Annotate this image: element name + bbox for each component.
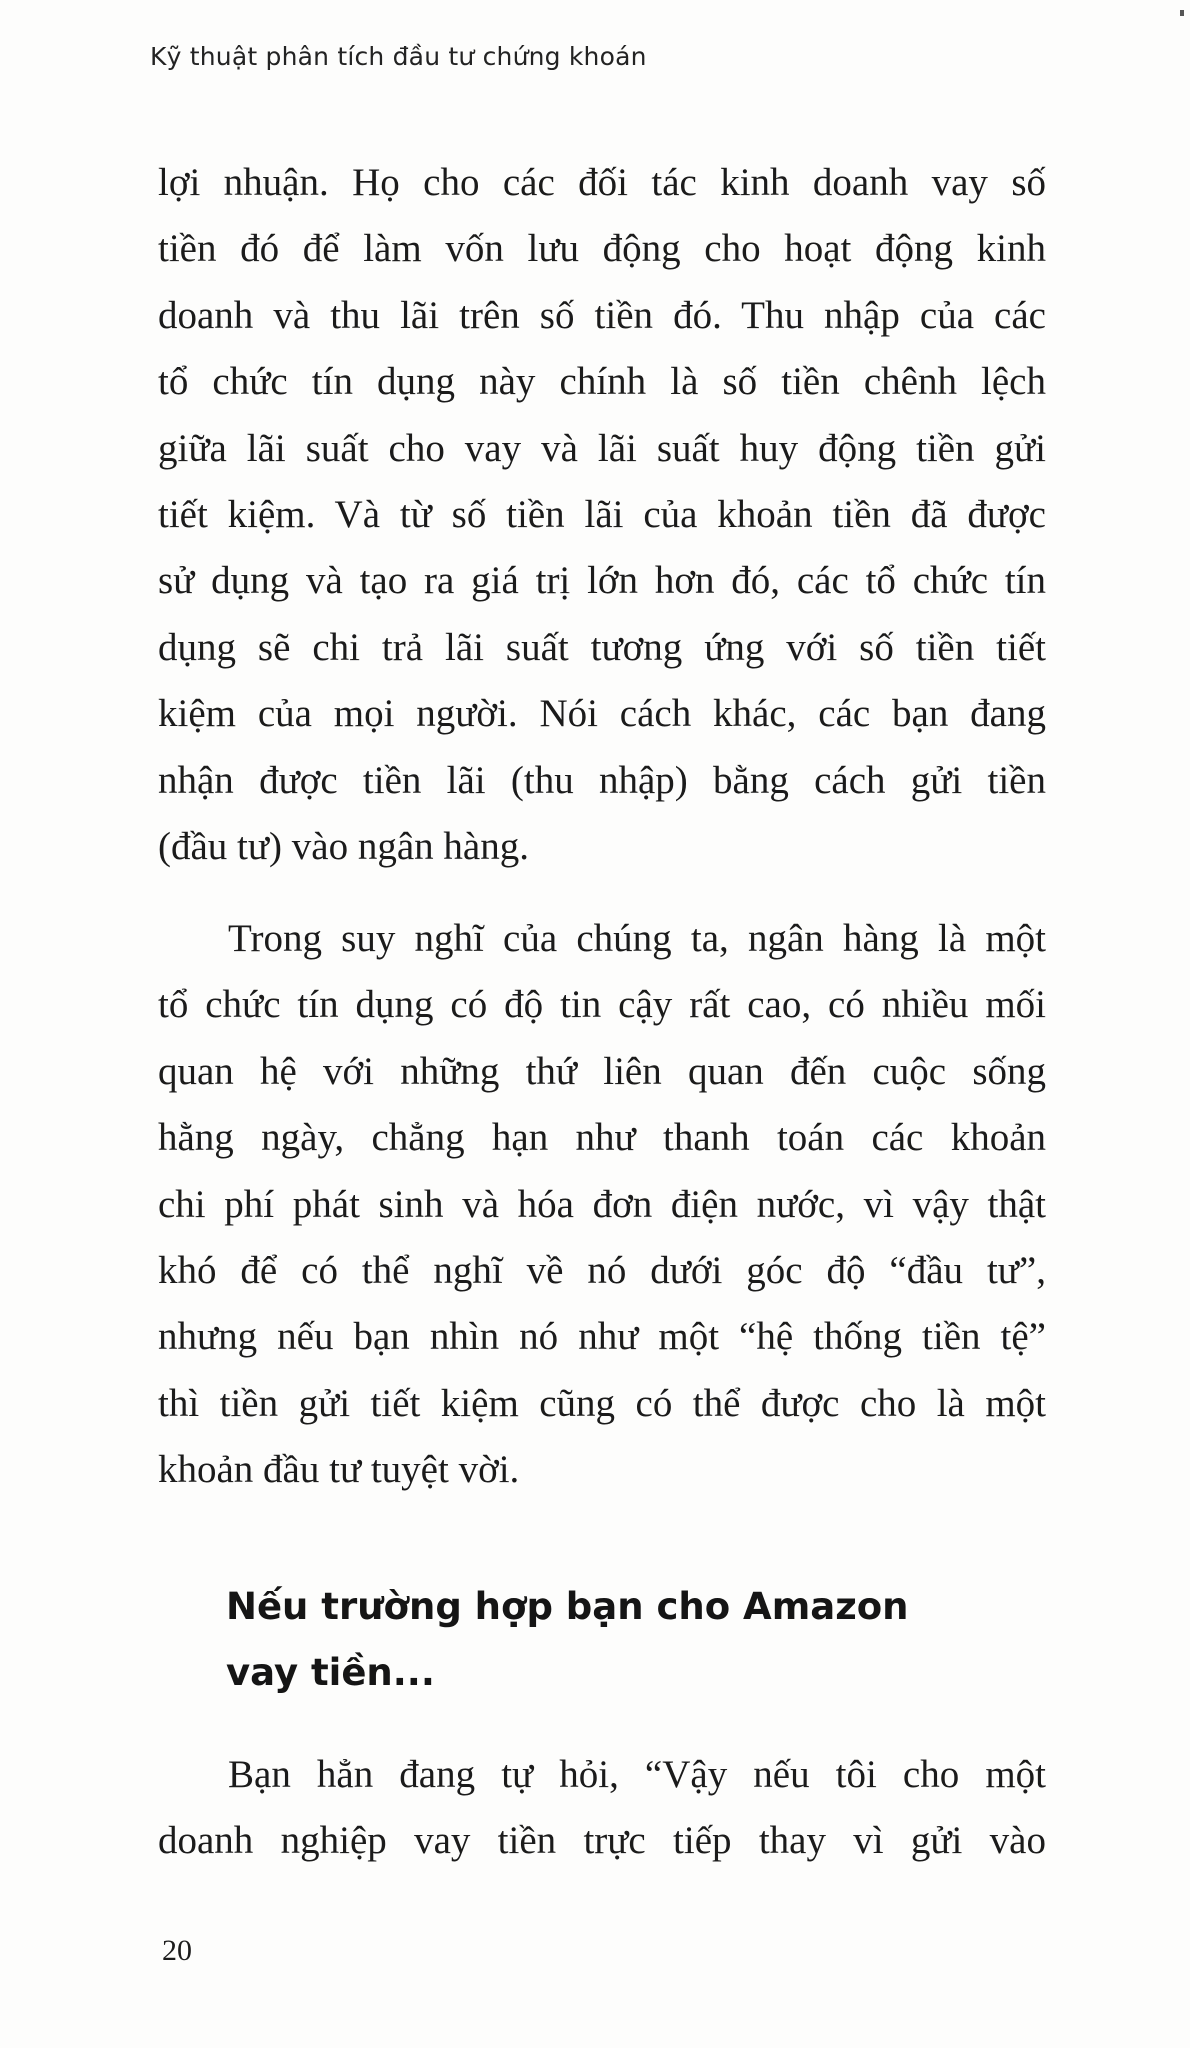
paragraph-2 bbox=[158, 906, 1046, 1504]
text-line: (đầu tư) vào ngân hàng. bbox=[158, 824, 529, 868]
paragraph-3 bbox=[158, 1742, 1046, 1875]
text-line: tiền đó để làm vốn lưu động cho hoạt động kinh bbox=[158, 227, 1046, 271]
text-line: hằng ngày, chẳng hạn như thanh toán các khoản bbox=[158, 1116, 1046, 1160]
text-line: sử dụng và tạo ra giá trị lớn hơn đó, các tổ chức tín bbox=[158, 559, 1046, 603]
text-line: quan hệ với những thứ liên quan đến cuộc sống bbox=[158, 1049, 1046, 1093]
scan-mark bbox=[1180, 10, 1184, 16]
text-line: lợi nhuận. Họ cho các đối tác kinh doanh vay số bbox=[158, 161, 1046, 204]
text-line: Bạn hẳn đang tự hỏi, “Vậy nếu tôi cho một bbox=[228, 1753, 1046, 1796]
text-line: Trong suy nghĩ của chúng ta, ngân hàng là một bbox=[228, 917, 1046, 960]
text-line: nhưng nếu bạn nhìn nó như một “hệ thống tiền tệ” bbox=[158, 1315, 1046, 1359]
text-line: tổ chức tín dụng này chính là số tiền chênh lệch bbox=[158, 360, 1046, 404]
text-line: doanh nghiệp vay tiền trực tiếp thay vì gửi vào bbox=[158, 1819, 1046, 1863]
text-line: khó để có thể nghĩ về nó dưới góc độ “đầu tư”, bbox=[158, 1248, 1046, 1292]
text-line: dụng sẽ chi trả lãi suất tương ứng với số tiền tiết bbox=[158, 625, 1046, 669]
text-line: doanh và thu lãi trên số tiền đó. Thu nhập của các bbox=[158, 293, 1046, 337]
heading-line: Nếu trường hợp bạn cho Amazon bbox=[226, 1585, 909, 1628]
page-number: 20 bbox=[162, 1934, 192, 1967]
text-line: chi phí phát sinh và hóa đơn điện nước, vì vậy thật bbox=[158, 1182, 1046, 1226]
text-line: nhận được tiền lãi (thu nhập) bằng cách gửi tiền bbox=[158, 758, 1046, 802]
heading-line: vay tiền... bbox=[226, 1651, 435, 1694]
section-heading bbox=[226, 1574, 1086, 1706]
text-line: thì tiền gửi tiết kiệm cũng có thể được cho là một bbox=[158, 1381, 1046, 1425]
text-line: giữa lãi suất cho vay và lãi suất huy động tiền gửi bbox=[158, 426, 1046, 470]
text-line: tổ chức tín dụng có độ tin cậy rất cao, có nhiều mối bbox=[158, 983, 1046, 1027]
text-line: tiết kiệm. Và từ số tiền lãi của khoản tiền đã được bbox=[158, 492, 1046, 536]
text-line: khoản đầu tư tuyệt vời. bbox=[158, 1448, 520, 1492]
paragraph-1 bbox=[158, 150, 1046, 880]
text-line: kiệm của mọi người. Nói cách khác, các bạn đang bbox=[158, 692, 1046, 736]
running-header: Kỹ thuật phân tích đầu tư chứng khoán bbox=[150, 42, 647, 71]
